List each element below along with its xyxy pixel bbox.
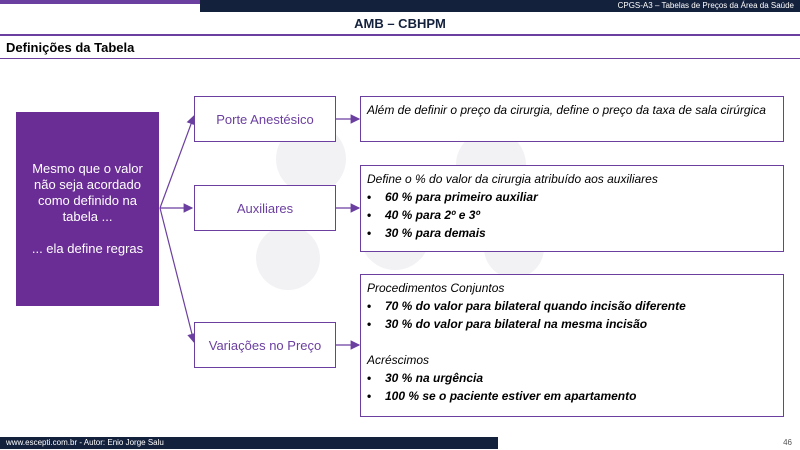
section-divider <box>0 58 800 59</box>
context-box <box>16 112 159 306</box>
list-item: • 40 % para 2º e 3º <box>367 208 480 222</box>
arrow-to-variacoes <box>160 208 194 342</box>
list-item: • 70 % do valor para bilateral quando incisão diferente <box>367 299 686 313</box>
top-accent-bar <box>0 0 200 4</box>
desc-text: Além de definir o preço da cirurgia, define o preço da taxa de sala cirúrgica <box>367 103 766 117</box>
context-closing: ... ela define regras <box>31 241 144 256</box>
desc-heading: Procedimentos Conjuntos <box>367 281 505 295</box>
desc-variacoes-preco <box>360 274 784 417</box>
list-item-text: 30 % na urgência <box>385 371 484 385</box>
list-item-text: 60 % para primeiro auxiliar <box>385 190 538 204</box>
label-porte-anestesico <box>194 96 336 142</box>
context-spacer <box>22 225 153 241</box>
list-item-text: 40 % para 2º e 3º <box>385 208 480 222</box>
course-title: CPGS-A3 – Tabelas de Preços da Área da Saúde <box>617 1 794 10</box>
desc-heading: Define o % do valor da cirurgia atribuído aos auxiliares <box>367 172 658 186</box>
label-variacoes-preco <box>194 322 336 368</box>
list-item-text: 30 % do valor para bilateral na mesma incisão <box>385 317 648 331</box>
desc-heading: Acréscimos <box>367 353 430 367</box>
desc-auxiliares <box>360 165 784 252</box>
label-text: Auxiliares <box>236 200 294 216</box>
label-auxiliares <box>194 185 336 231</box>
context-line: como definido na <box>37 193 137 208</box>
list-spacer <box>367 333 777 351</box>
context-line: Mesmo que o valor <box>32 161 143 176</box>
label-text: Porte Anestésico <box>216 111 314 127</box>
footer-bar <box>0 437 498 449</box>
list-item: • 30 % do valor para bilateral na mesma incisão <box>367 317 648 331</box>
label-text: Variações no Preço <box>208 337 322 353</box>
list-item: • 30 % na urgência <box>367 371 484 385</box>
context-line: não seja acordado <box>34 177 141 192</box>
arrow-to-porte <box>160 116 194 208</box>
watermark-circle <box>256 226 320 290</box>
top-header-bar <box>200 0 800 12</box>
list-item-text: 30 % para demais <box>385 226 486 240</box>
list-item: • 100 % se o paciente estiver em apartamento <box>367 389 637 403</box>
section-title: Definições da Tabela <box>6 40 135 55</box>
page-number: 46 <box>783 438 792 447</box>
footer-text: www.escepti.com.br - Autor: Enio Jorge Salu <box>6 438 164 447</box>
context-line: tabela ... <box>62 209 113 224</box>
list-item-text: 100 % se o paciente estiver em apartamento <box>385 389 637 403</box>
list-item: • 60 % para primeiro auxiliar <box>367 190 538 204</box>
desc-porte-anestesico <box>360 96 784 142</box>
list-item: • 30 % para demais <box>367 226 486 240</box>
slide-title: AMB – CBHPM <box>0 12 800 36</box>
list-item-text: 70 % do valor para bilateral quando incisão diferente <box>385 299 686 313</box>
